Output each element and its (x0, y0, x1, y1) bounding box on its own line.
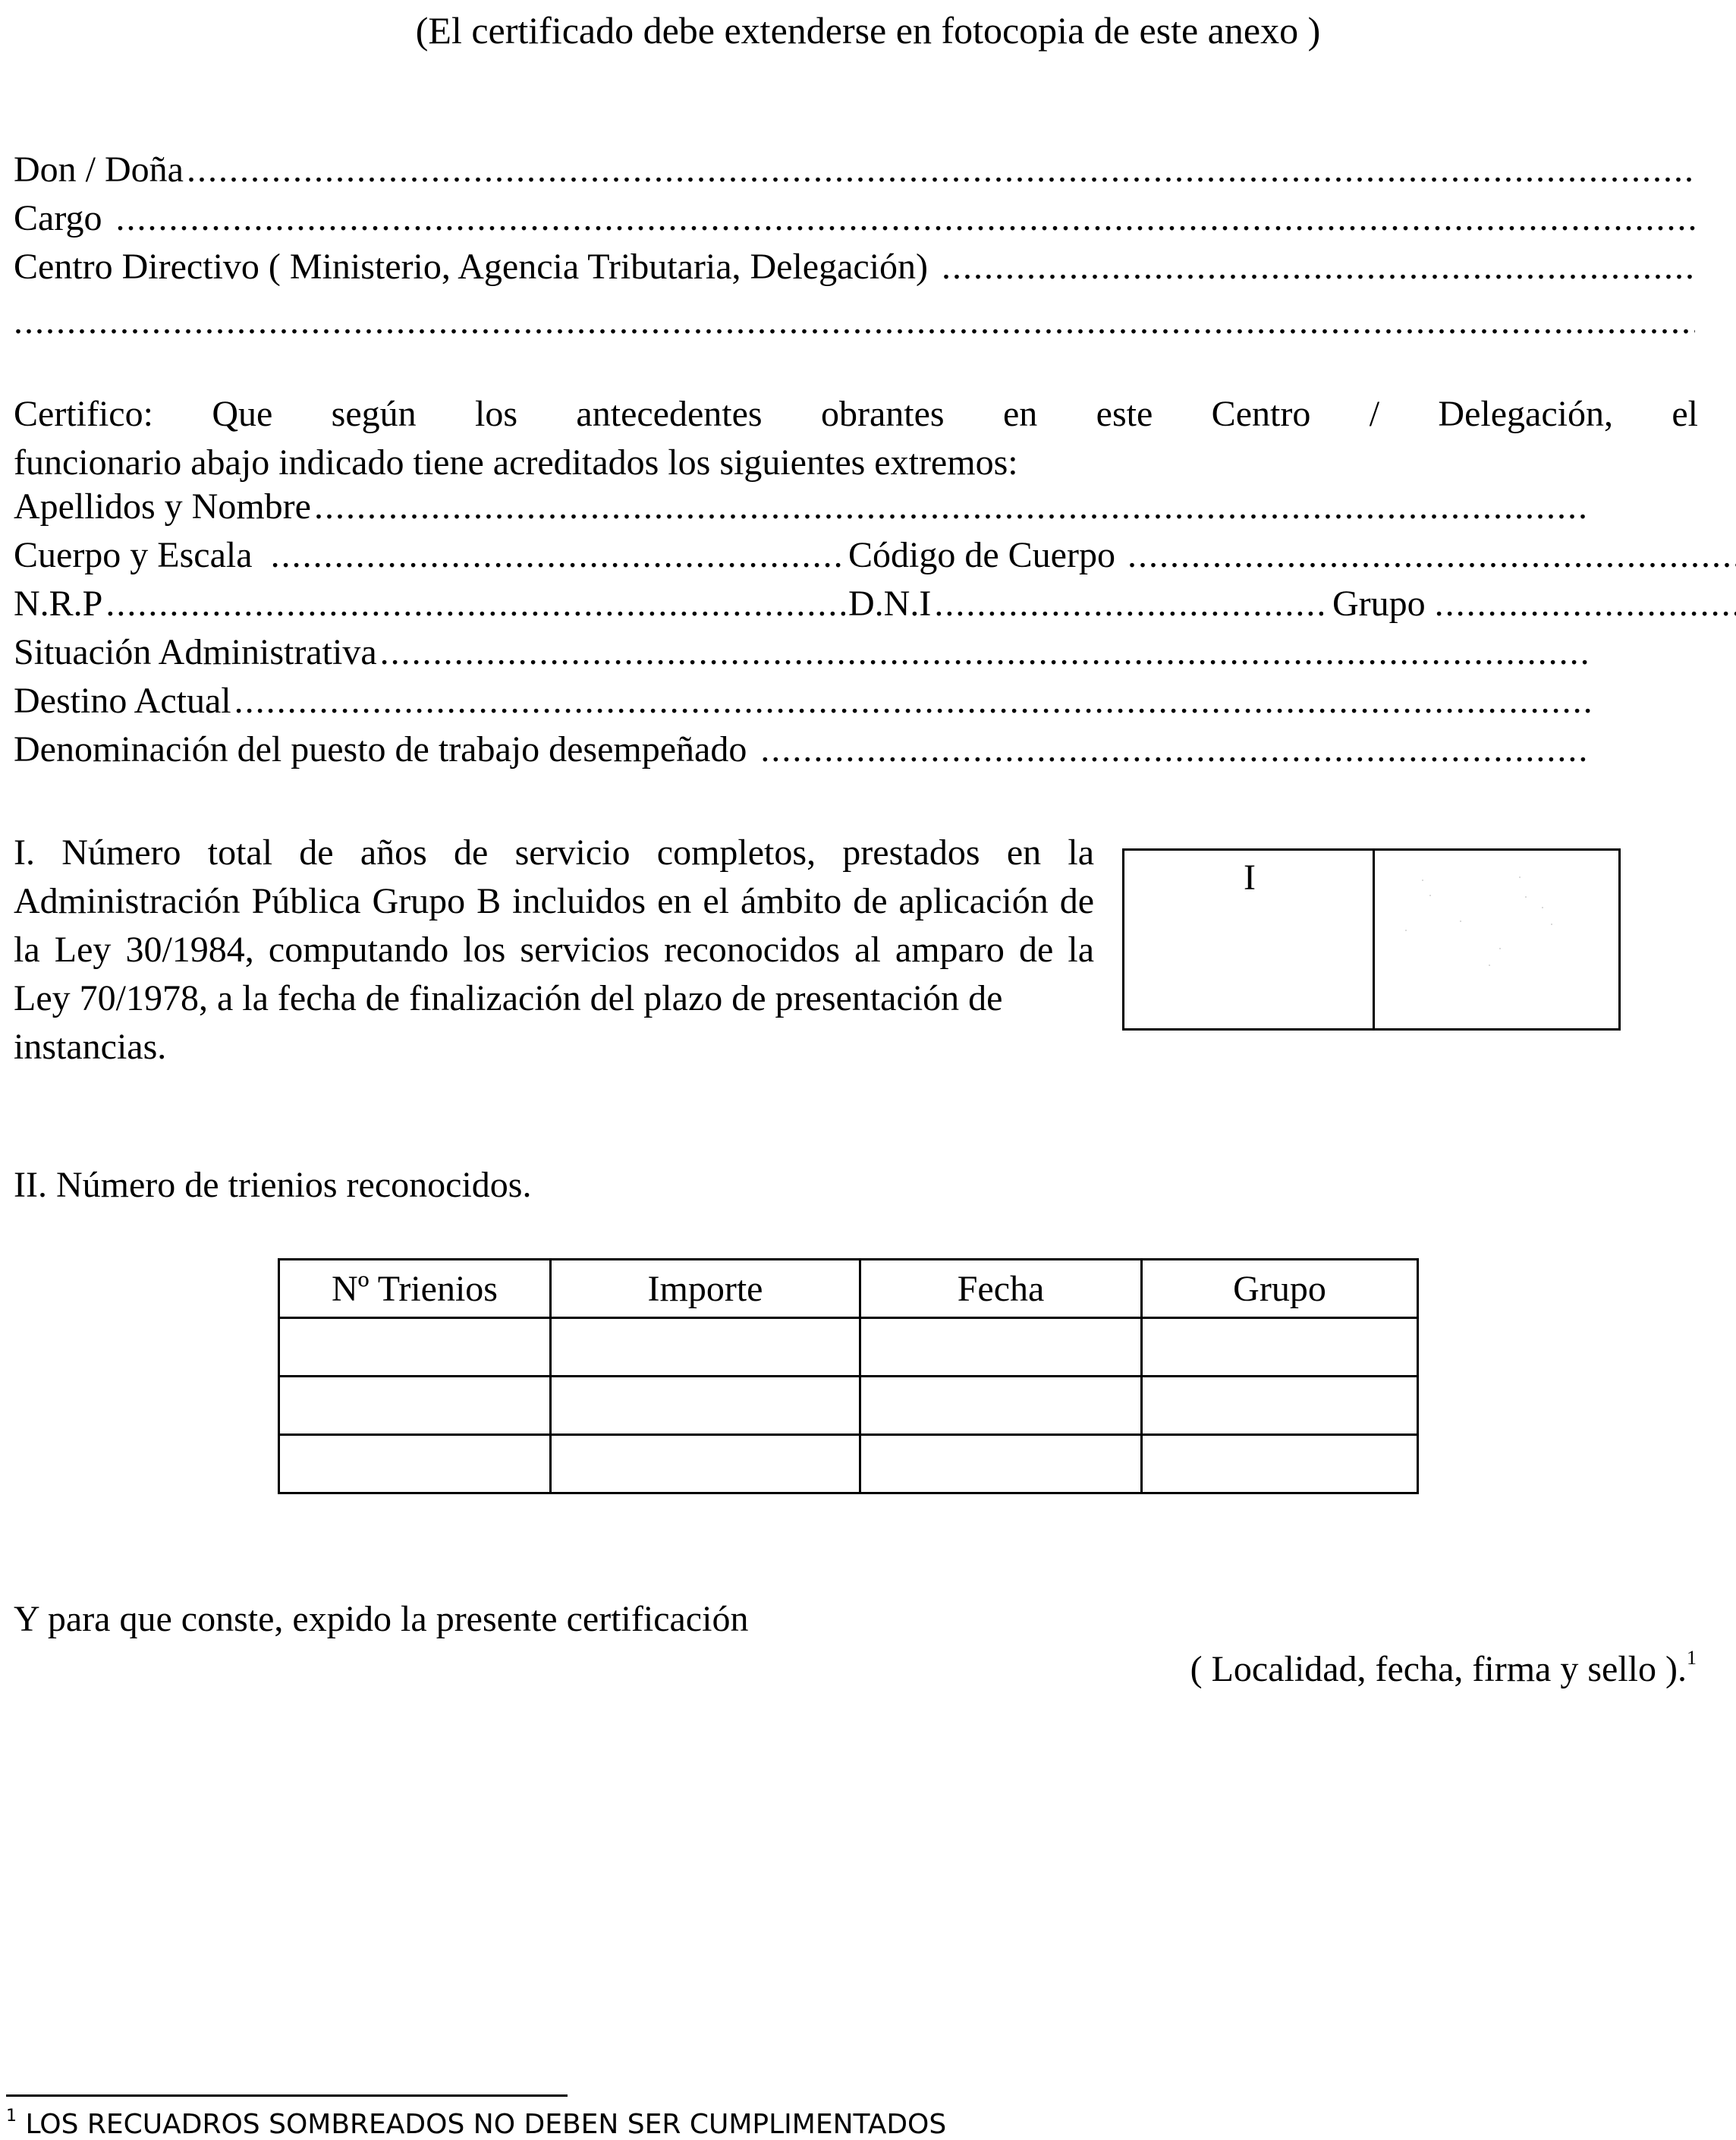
field-grupo[interactable] (1326, 583, 1736, 625)
years-box-label-cell (1124, 851, 1375, 1028)
table-cell[interactable] (551, 1318, 860, 1377)
field-cuerpo[interactable] (14, 534, 848, 577)
field-label: D.N.I (848, 584, 932, 624)
field-situacion[interactable] (14, 631, 1593, 674)
table-cell[interactable] (279, 1318, 551, 1377)
field-label: N.R.P (14, 584, 103, 624)
dotted-blank (760, 729, 1590, 771)
certifico-line-2: funcionario abajo indicado tiene acreditados los siguientes extremos: (14, 442, 1018, 483)
dotted-blank (271, 534, 845, 577)
dotted-blank (14, 301, 1695, 343)
table-header-row (279, 1260, 1418, 1318)
field-nrp[interactable] (14, 583, 848, 625)
field-label: Código de Cuerpo (848, 535, 1115, 575)
years-box (1122, 848, 1621, 1031)
table-row (279, 1377, 1418, 1435)
signature-text: ( Localidad, fecha, firma y sello ). (1190, 1649, 1687, 1689)
field-nrp-row (14, 583, 1593, 625)
table-cell[interactable] (860, 1435, 1142, 1493)
field-label: Destino Actual (14, 681, 231, 721)
field-label: Centro Directivo ( Ministerio, Agencia Tributaria, Delegación) (14, 247, 929, 287)
table-cell[interactable] (551, 1377, 860, 1435)
field-label: Apellidos y Nombre (14, 486, 311, 527)
field-label: Situación Administrativa (14, 632, 377, 672)
field-apellidos[interactable] (14, 486, 1593, 528)
dotted-blank (1127, 534, 1736, 577)
closing-text: Y para que conste, expido la presente certificación (14, 1599, 749, 1639)
field-destino[interactable] (14, 680, 1593, 722)
table-cell[interactable] (1142, 1435, 1418, 1493)
footnote-reference[interactable]: 1 (1687, 1647, 1697, 1669)
dotted-blank (1435, 583, 1736, 625)
section-two-title: II. Número de trienios reconocidos. (14, 1165, 532, 1205)
section-one-last: instancias. (14, 1027, 167, 1067)
table-cell[interactable] (860, 1377, 1142, 1435)
table-cell[interactable] (279, 1435, 551, 1493)
header-note: (El certificado debe extenderse en fotocopia de este anexo ) (415, 9, 1321, 52)
certifico-line-1: Certifico: Que según los antecedentes obrantes en este Centro / Delegación, el (14, 394, 1698, 434)
table-row (279, 1318, 1418, 1377)
dotted-blank (234, 680, 1590, 722)
header-trienios: Nº Trienios (279, 1260, 551, 1318)
table-row (279, 1435, 1418, 1493)
field-label: Don / Doña (14, 149, 184, 190)
section-one-body: I. Número total de años de servicio completos, prestados en la Administración Pública Grupo B incluidos en el ámbito de aplicación de la Ley 30/1984, computando los servicios reconocidos al amparo de la Ley 70/1978, a la fecha de finalización del plazo de presentación de (14, 832, 1094, 1018)
dotted-blank (942, 246, 1695, 288)
table-cell[interactable] (1142, 1318, 1418, 1377)
section-one-text (14, 829, 1094, 1072)
header-grupo: Grupo (1142, 1260, 1418, 1318)
table-cell[interactable] (860, 1318, 1142, 1377)
signature-line (1190, 1645, 1697, 1694)
table-cell[interactable] (279, 1377, 551, 1435)
dotted-blank (115, 197, 1695, 240)
footnote-text: LOS RECUADROS SOMBREADOS NO DEBEN SER CUMPLIMENTADOS (25, 2109, 947, 2140)
field-denominacion[interactable] (14, 729, 1593, 771)
field-codigo[interactable] (848, 534, 1736, 577)
footnote (6, 2107, 947, 2140)
field-label: Denominación del puesto de trabajo desempeñado (14, 729, 747, 769)
dotted-blank (934, 583, 1323, 625)
field-label: Cargo (14, 198, 102, 238)
field-label: Cuerpo y Escala (14, 535, 253, 575)
field-dni[interactable] (848, 583, 1326, 625)
field-cargo[interactable] (14, 197, 1698, 240)
table-cell[interactable] (1142, 1377, 1418, 1435)
dotted-blank (105, 583, 845, 625)
field-centro-continuation[interactable] (14, 301, 1698, 343)
dotted-blank (380, 631, 1590, 674)
years-box-shaded-cell (1375, 851, 1618, 1028)
field-don[interactable] (14, 149, 1698, 191)
years-box-label: I (1244, 858, 1256, 898)
header-importe: Importe (551, 1260, 860, 1318)
shaded-speckle (1375, 851, 1618, 1028)
field-centro-directivo[interactable] (14, 246, 1698, 288)
table-cell[interactable] (551, 1435, 860, 1493)
footnote-mark: 1 (6, 2107, 17, 2126)
dotted-blank (314, 486, 1590, 528)
footnote-divider (6, 2094, 568, 2097)
trienios-table (278, 1258, 1419, 1494)
header-fecha: Fecha (860, 1260, 1142, 1318)
dotted-blank (187, 149, 1695, 191)
field-cuerpo-row (14, 534, 1593, 577)
field-label: Grupo (1332, 584, 1426, 624)
